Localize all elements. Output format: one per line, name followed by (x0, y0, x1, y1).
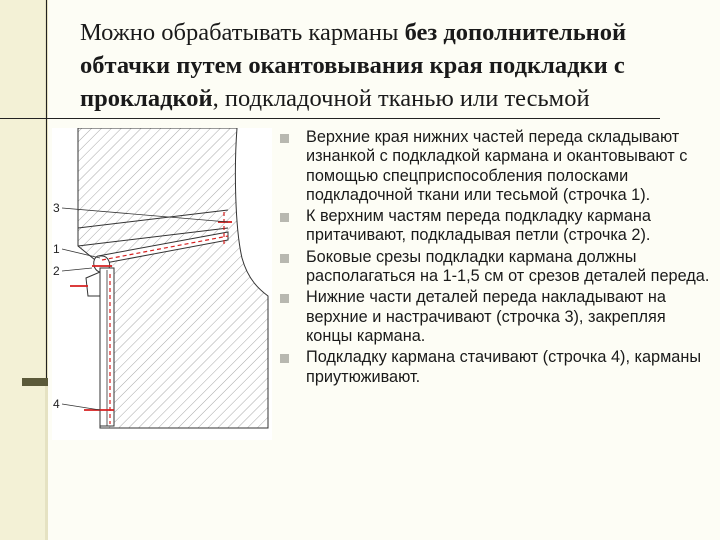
list-item-text: Подкладку кармана стачивают (строчка 4), карманы приутюживают. (306, 348, 702, 386)
square-bullet-icon (280, 354, 289, 363)
corner-decor (22, 378, 48, 386)
list-item-text: Боковые срезы подкладки кармана должны располагаться на 1-1,5 см от срезов деталей переда. (306, 247, 710, 286)
left-rule (46, 0, 47, 385)
list-item (280, 288, 710, 346)
square-bullet-icon (280, 294, 289, 303)
list-item-text: Верхние края нижних частей переда складывают изнанкой с подкладкой кармана и окантовывают с помощью спецприспособления полосками подкладочной ткани или тесьмой (строчка 1). (306, 128, 688, 204)
callout-label-4: 4 (53, 397, 60, 411)
bullet-list (280, 128, 710, 389)
callout-label-3: 3 (53, 201, 60, 215)
title-underline (0, 118, 660, 119)
square-bullet-icon (280, 254, 289, 263)
callout-label-1: 1 (53, 242, 60, 256)
callout-label-2: 2 (53, 264, 60, 278)
title-bold: без дополнительной обтачки путем окантовывания края подкладки с прокладкой (80, 19, 627, 112)
list-item-text: Нижние части деталей переда накладывают на верхние и настрачивают (строчка 3), закрепляя концы кармана. (306, 288, 666, 345)
list-item (280, 128, 710, 205)
list-item-text: К верхним частям переда подкладку кармана притачивают, подкладывая петли (строчка 2). (306, 207, 651, 245)
list-item (280, 207, 710, 246)
title-part3: , подкладочной тканью или тесьмой (212, 85, 590, 112)
square-bullet-icon (280, 213, 289, 222)
left-decor-bar (0, 0, 45, 540)
pocket-diagram (52, 128, 272, 440)
slide-title (80, 16, 710, 115)
square-bullet-icon (280, 134, 289, 143)
list-item (280, 348, 710, 387)
list-item (280, 248, 710, 287)
title-part1: Можно обрабатывать карманы (80, 19, 405, 46)
